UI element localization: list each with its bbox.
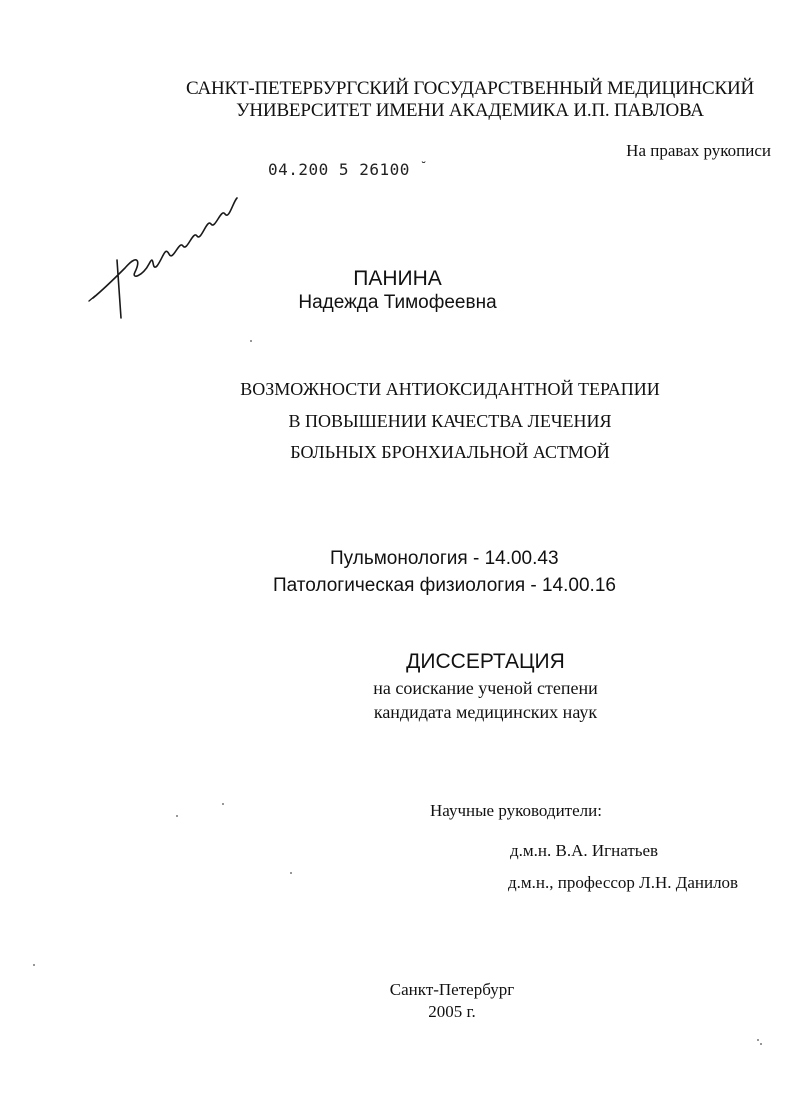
supervisor-1: д.м.н. В.А. Игнатьев [510,841,659,860]
author-given-names: Надежда Тимофеевна [298,292,497,313]
scan-speck [757,1039,759,1041]
scan-speck [33,964,35,966]
specialty-2: Патологическая физиология - 14.00.16 [273,575,616,596]
dissertation-title-line1: ВОЗМОЖНОСТИ АНТИОКСИДАНТНОЙ ТЕРАПИИ [240,379,660,399]
scan-speck [760,1043,762,1045]
scan-speck [250,340,252,342]
city: Санкт-Петербург [389,980,515,999]
supervisor-2: д.м.н., профессор Л.Н. Данилов [508,873,739,892]
rights-note: На правах рукописи [626,141,771,160]
supervisors-heading: Научные руководители: [430,801,602,820]
stamp-tick-mark: ˘ [420,160,428,174]
specialty-1: Пульмонология - 14.00.43 [330,548,559,569]
registration-stamp-code [268,160,428,179]
year: 2005 г. [428,1002,476,1021]
document-type-heading: ДИССЕРТАЦИЯ [406,650,565,673]
university-name-line1: САНКТ-ПЕТЕРБУРГСКИЙ ГОСУДАРСТВЕННЫЙ МЕДИЦИНСКИЙ [185,78,755,99]
degree-line1: на соискание ученой степени [373,678,598,698]
scan-speck [222,803,224,805]
scan-speck [176,815,178,817]
scan-speck [290,872,292,874]
dissertation-title-line3: БОЛЬНЫХ БРОНХИАЛЬНОЙ АСТМОЙ [290,442,610,462]
stamp-code-text: 04.200 5 26100 [268,160,410,179]
author-surname: ПАНИНА [353,267,442,290]
university-name-line2: УНИВЕРСИТЕТ ИМЕНИ АКАДЕМИКА И.П. ПАВЛОВА [236,100,704,121]
dissertation-title-line2: В ПОВЫШЕНИИ КАЧЕСТВА ЛЕЧЕНИЯ [288,411,612,431]
degree-line2: кандидата медицинских наук [373,702,598,722]
